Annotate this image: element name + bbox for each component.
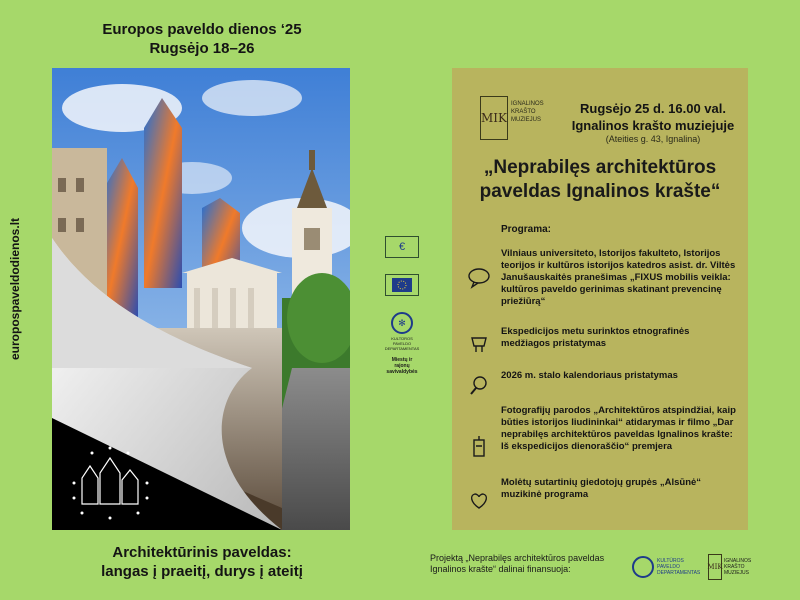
speech-icon <box>466 264 492 290</box>
kpd-logo-icon <box>632 556 654 578</box>
municipalities-label: Miestų ir rajonų savivaldybės <box>386 357 418 375</box>
hand-icon <box>466 330 492 356</box>
event-date: Rugsėjo 25 d. 16.00 val. <box>580 101 726 116</box>
program-item: Ekspedicijos metu surinktos etnografinės medžiagos pristatymas <box>501 326 690 349</box>
kpd-emblem-icon: ✻ <box>391 312 413 334</box>
heart-icon <box>466 488 492 514</box>
museum-name: IGNALINOS KRAŠTO MUZIEJUS <box>511 101 544 123</box>
council-of-europe-logo <box>385 236 419 258</box>
event-title-line-2: paveldas Ignalinos krašte“ <box>479 181 721 202</box>
program-item: 2026 m. stalo kalendoriaus pristatymas <box>501 370 678 381</box>
header-line-2: Rugsėjo 18–26 <box>149 40 255 57</box>
event-datetime <box>558 100 748 134</box>
eu-stars-icon <box>392 278 412 292</box>
program-item: Fotografijų parodos „Architektūros atspindžiai, kaip būties istorijos liudininkai“ atidarymas ir filmo „Dar neprabilęs architektūros paveldas Ignalinos krašte: Iš ekspedicijos dienoraščio“ premjera <box>501 405 736 452</box>
website-url[interactable]: europospaveldodienos.lt <box>8 217 22 360</box>
program-heading: Programa: <box>501 224 552 235</box>
event-address: (Ateities g. 43, Ignalina) <box>605 134 701 144</box>
funding-note: Projektą „Neprabilęs architektūros paveldas Ignalinos krašte“ dalinai finansuoja: <box>430 553 605 574</box>
lantern-icon <box>466 434 492 460</box>
museum-logo-icon: MIK <box>480 96 508 140</box>
event-title-line-1: „Neprabilęs architektūros <box>483 157 717 178</box>
magnifier-icon <box>466 372 492 398</box>
event-title <box>452 156 748 204</box>
header-line-1: Europos paveldo dienos ‘25 <box>102 21 302 38</box>
program-item: Molėtų sutartinių giedotojų grupės „Alsūnė“ muzikinė programa <box>501 477 702 500</box>
theme-line-1: Architektūrinis paveldas: <box>112 544 292 561</box>
event-series-header <box>52 20 352 58</box>
euro-icon: € <box>398 241 406 253</box>
event-panel <box>452 68 748 530</box>
event-venue: Ignalinos krašto muziejuje <box>571 118 735 133</box>
vilnius-collage-image <box>52 68 350 530</box>
program-item: Vilniaus universiteto, Istorijos fakulteto, Istorijos teorijos ir kultūros istorijos katedros asist. dr. Viltės Janušauskaitės pranešimas „FIXUS mobilis veikla: kultūros paveldo gerinimas skatinant prevencinę priežiūrą“ <box>501 248 736 307</box>
theme-title <box>52 543 352 581</box>
kpd-logo-label: KULTŪROS PAVELDO DEPARTAMENTAS <box>657 558 701 576</box>
theme-line-2: langas į praeitį, durys į ateitį <box>101 563 303 580</box>
museum-logo-small-icon: MIK <box>708 554 722 580</box>
poster-photo <box>52 68 350 530</box>
museum-logo-small-label: IGNALINOS KRAŠTO MUZIEJUS <box>724 558 752 576</box>
eu-flag-logo <box>385 274 419 296</box>
kpd-small-label: KULTŪROS PAVELDO DEPARTAMENTAS <box>384 336 420 351</box>
partner-logos-column <box>384 236 420 375</box>
